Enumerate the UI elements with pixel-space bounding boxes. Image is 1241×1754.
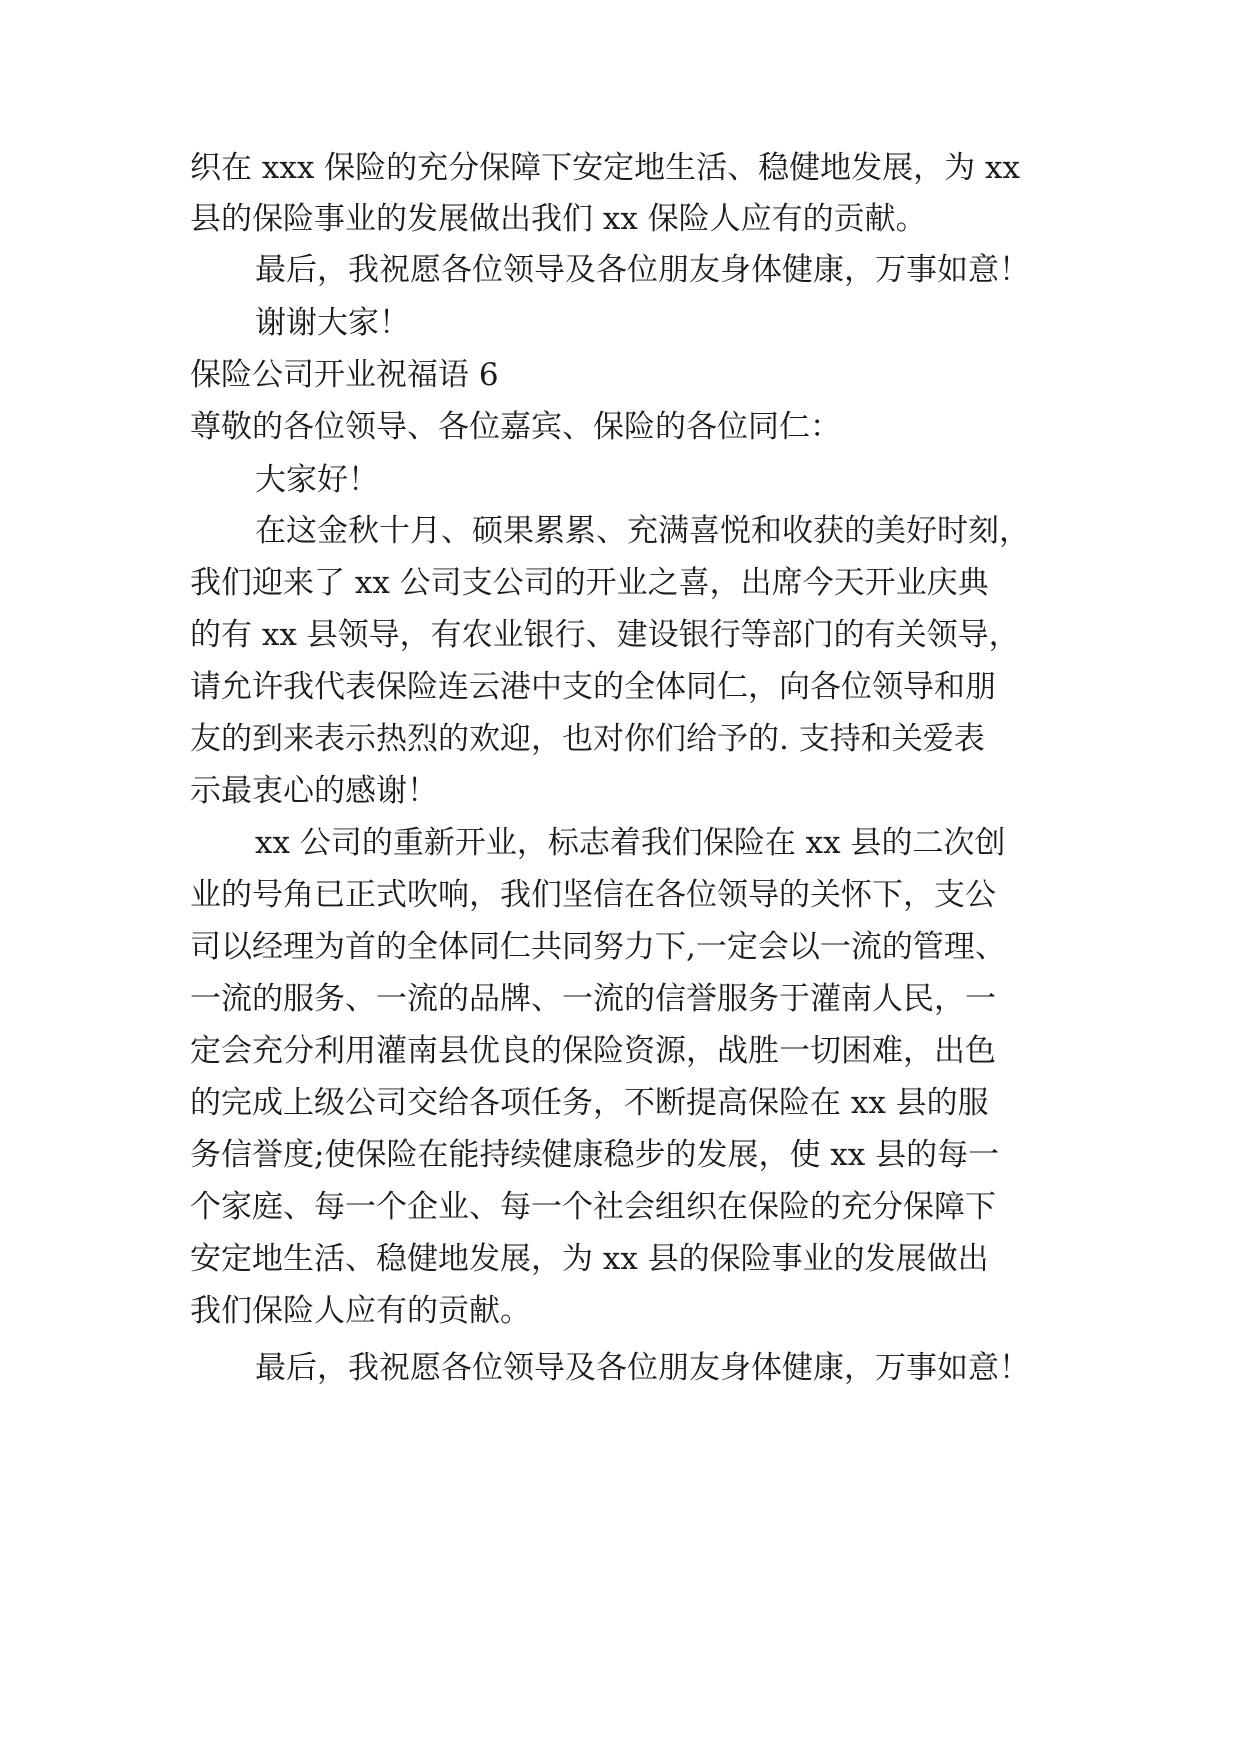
- paragraph-line: xx 公司的重新开业，标志着我们保险在 xx 县的二次创: [255, 825, 1006, 861]
- paragraph-line: 我们迎来了 xx 公司支公司的开业之喜，出席今天开业庆典: [190, 565, 989, 601]
- paragraph-line: 县的保险事业的发展做出我们 xx 保险人应有的贡献。: [190, 201, 927, 237]
- thanks-line: 谢谢大家！: [255, 305, 410, 341]
- paragraph-line: 一流的服务、一流的品牌、一流的信誉服务于灌南人民，一: [190, 981, 996, 1017]
- paragraph-line: 安定地生活、稳健地发展，为 xx 县的保险事业的发展做出: [190, 1241, 989, 1277]
- greeting-line: 大家好！: [255, 462, 379, 498]
- paragraph-line: 司以经理为首的全体同仁共同努力下,一定会以一流的管理、: [190, 929, 1006, 965]
- paragraph-line: 我们保险人应有的贡献。: [190, 1293, 531, 1329]
- paragraph-line: 示最衷心的感谢！: [190, 773, 438, 809]
- paragraph-line: 个家庭、每一个企业、每一个社会组织在保险的充分保障下: [190, 1189, 996, 1225]
- closing-wish-line: 最后，我祝愿各位领导及各位朋友身体健康，万事如意！: [255, 252, 1030, 288]
- paragraph-line: 在这金秋十月、硕果累累、充满喜悦和收获的美好时刻，: [255, 513, 1030, 549]
- section-heading: 保险公司开业祝福语 6: [190, 357, 499, 393]
- paragraph-line: 定会充分利用灌南县优良的保险资源，战胜一切困难，出色: [190, 1033, 996, 1069]
- closing-wish-line: 最后，我祝愿各位领导及各位朋友身体健康，万事如意！: [255, 1350, 1030, 1386]
- salutation-line: 尊敬的各位领导、各位嘉宾、保险的各位同仁：: [190, 409, 841, 445]
- paragraph-line: 务信誉度;使保险在能持续健康稳步的发展，使 xx 县的每一: [190, 1137, 1000, 1173]
- paragraph-line: 的有 xx 县领导，有农业银行、建设银行等部门的有关领导，: [190, 617, 1020, 653]
- paragraph-line: 业的号角已正式吹响，我们坚信在各位领导的关怀下，支公: [190, 877, 996, 913]
- paragraph-line: 的完成上级公司交给各项任务，不断提高保险在 xx 县的服: [190, 1085, 989, 1121]
- paragraph-line: 请允许我代表保险连云港中支的全体同仁，向各位领导和朋: [190, 669, 996, 705]
- paragraph-line: 友的到来表示热烈的欢迎，也对你们给予的. 支持和关爱表: [190, 721, 985, 757]
- paragraph-line: 织在 xxx 保险的充分保障下安定地生活、稳健地发展，为 xx: [190, 150, 1020, 186]
